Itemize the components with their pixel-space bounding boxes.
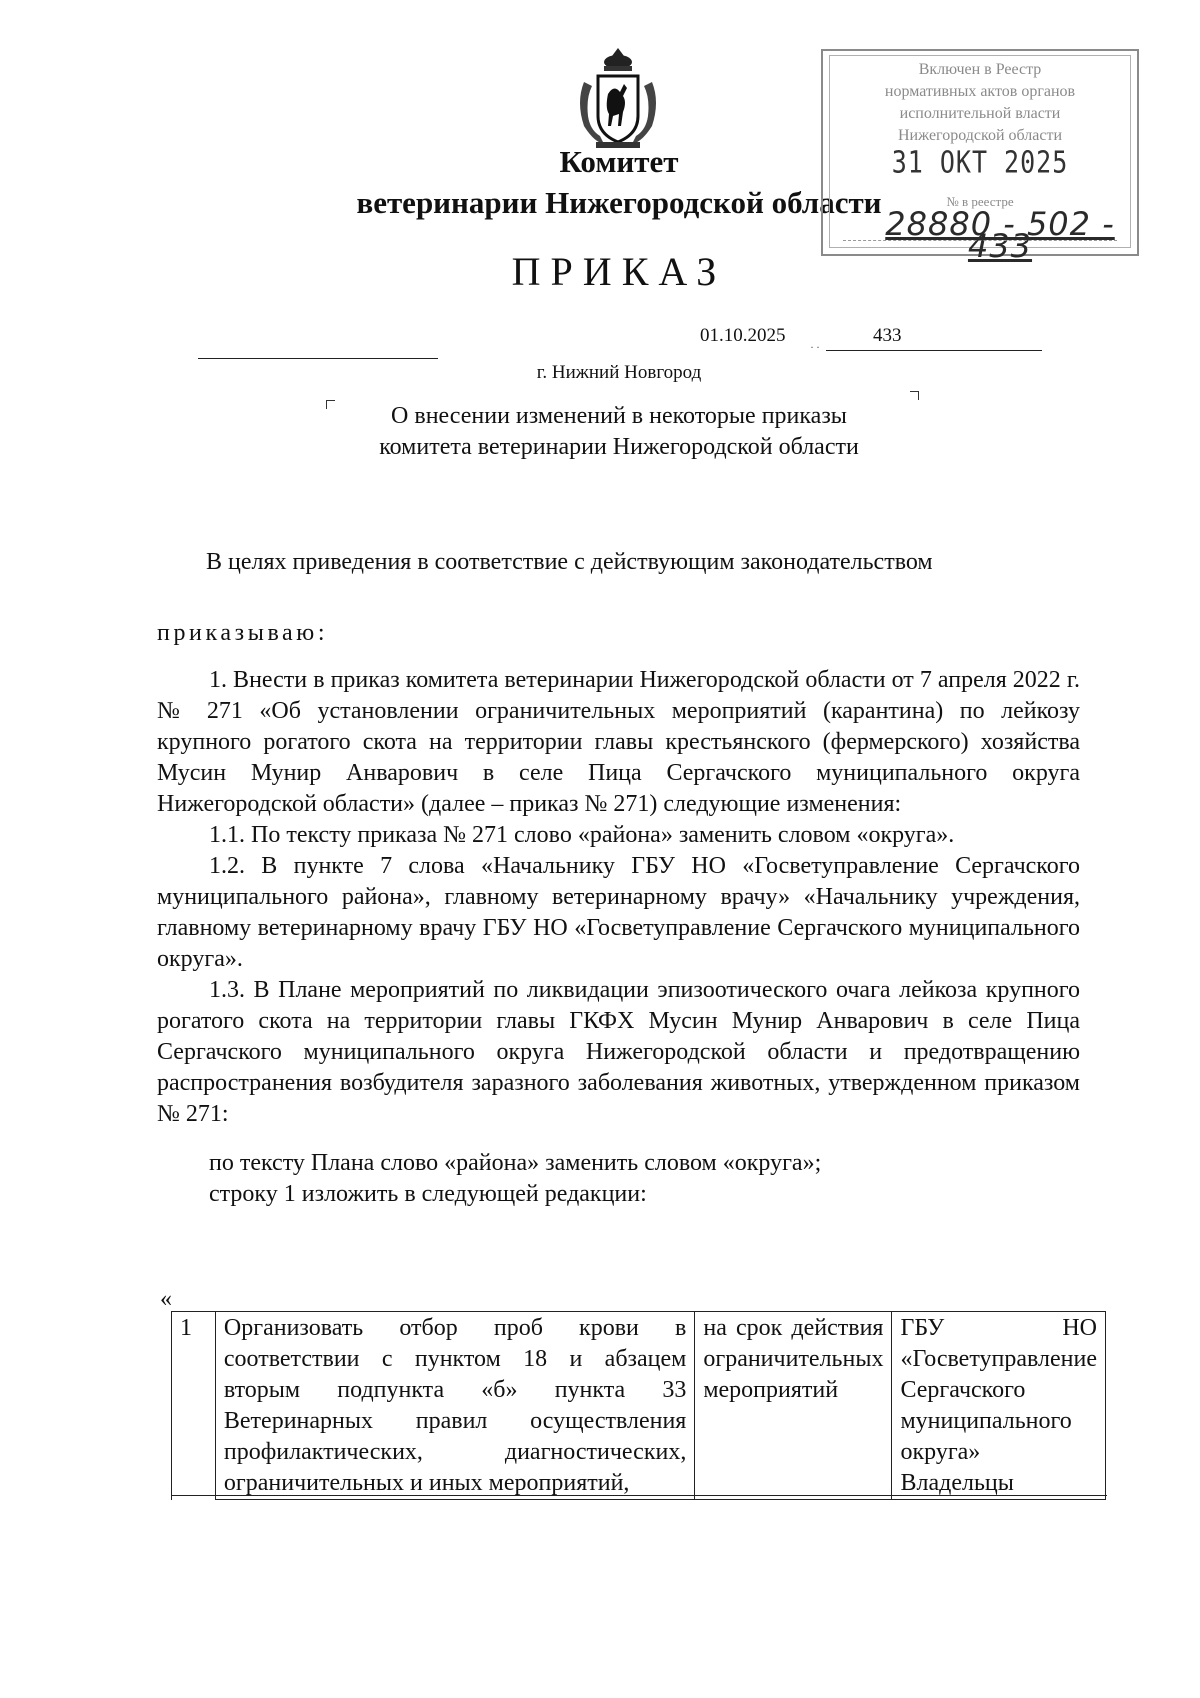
stamp-line: исполнительной власти bbox=[899, 105, 1061, 122]
plan-row-change: строку 1 изложить в следующей редакции: bbox=[209, 1181, 647, 1207]
number-underline bbox=[826, 350, 1042, 351]
document-type-title: ПРИКАЗ bbox=[511, 249, 727, 294]
item-1-1: 1.1. По тексту приказа № 271 слово «района» заменить словом «округа». bbox=[209, 822, 955, 848]
stamp-date: 31 ОКТ 2025 bbox=[891, 145, 1069, 180]
item-1-2: 1.2. В пункте 7 слова «Начальнику ГБУ НО «Госветуправление Сергачского муниципального района», главному ветеринарному врачу» «Начальнику учреждения, главному ветеринарному врачу ГБУ НО «Госветуправление Сергачского муниципального округа». bbox=[157, 853, 1080, 972]
table-cell-number: 1 bbox=[172, 1312, 216, 1500]
opening-quote: « bbox=[160, 1286, 172, 1312]
date-underline bbox=[198, 358, 438, 359]
subject-corner-right bbox=[910, 391, 919, 400]
plan-word-change: по тексту Плана слово «района» заменить словом «округа»; bbox=[209, 1150, 822, 1176]
registry-stamp bbox=[821, 49, 1139, 265]
stamp-line: Включен в Реестр bbox=[918, 61, 1042, 78]
table-row bbox=[172, 1312, 1106, 1500]
table-cell-term: на срок действия ограничительных мероприятий bbox=[695, 1312, 892, 1500]
order-word: приказываю: bbox=[157, 620, 329, 646]
intro-paragraph: В целях приведения в соответствие с действующим законодательством bbox=[206, 549, 933, 575]
dotted-mark: ·· bbox=[810, 340, 822, 354]
item-1-3: 1.3. В Плане мероприятий по ликвидации эпизоотического очага лейкоза крупного рогатого скота на территории главы ГКФХ Мусин Мунир Анварович в селе Пица Сергачского муниципального округа Нижегородской области и предотвращению распространения возбудителя заразного заболевания животных, утвержденном приказом № 271: bbox=[157, 977, 1080, 1127]
stamp-divider bbox=[843, 240, 1117, 241]
organization-title-line1: Комитет bbox=[559, 144, 679, 179]
plan-changes bbox=[157, 1148, 1080, 1210]
subject-line2: комитета ветеринарии Нижегородской области bbox=[379, 434, 859, 460]
plan-table bbox=[171, 1311, 1106, 1500]
item-1: 1. Внести в приказ комитета ветеринарии Нижегородской области от 7 апреля 2022 г. № 271 «Об установлении ограничительных мероприятий (карантина) по лейкозу крупного рогатого скота на территории главы крестьянского (фермерского) хозяйства Мусин Мунир Анварович в селе Пица Сергачского муниципального округа Нижегородской области» (далее – приказ № 271) следующие изменения: bbox=[157, 667, 1080, 817]
stamp-line: нормативных актов органов bbox=[884, 83, 1076, 100]
stamp-line: Нижегородской области bbox=[897, 127, 1062, 144]
stamp-registry-number: 28880 - 502 - 433 bbox=[885, 205, 1115, 265]
table-cell-responsible: ГБУ НО «Госветуправление Сергачского муниципального округа» Владельцы bbox=[892, 1312, 1106, 1500]
table-cell-action: Организовать отбор проб крови в соответствии с пунктом 18 и абзацем вторым подпункта «б» пункта 33 Ветеринарных правил осуществления профилактических, диагностических, ограничительных и иных мероприятий, bbox=[215, 1312, 694, 1500]
coat-of-arms-emblem bbox=[570, 42, 666, 156]
table-bottom-rule bbox=[171, 1495, 1107, 1496]
order-date: 01.10.2025 bbox=[700, 325, 786, 346]
subject-line1: О внесении изменений в некоторые приказы bbox=[391, 403, 847, 429]
order-number: 433 bbox=[873, 325, 902, 346]
order-items bbox=[157, 665, 1080, 1130]
organization-title-line2: ветеринарии Нижегородской области bbox=[356, 185, 882, 220]
stamp-registry-label: № в реестре bbox=[946, 194, 1014, 209]
city-name: г. Нижний Новгород bbox=[536, 362, 702, 383]
